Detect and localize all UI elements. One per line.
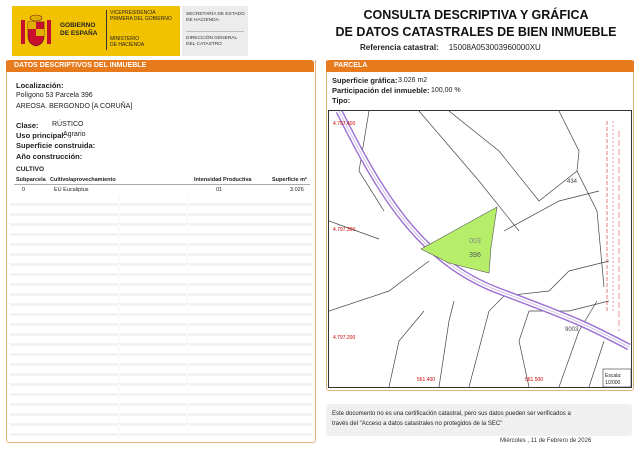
x-coord-right: 561.500 <box>525 377 544 383</box>
participacion-label: Participación del inmueble: <box>332 86 430 95</box>
document-title-line1: CONSULTA DESCRIPTIVA Y GRÁFICA <box>363 8 589 22</box>
notice-text: Este documento no es una certificación catastral, pero sus datos pueden ser verificados a través del "Acceso a datos catastrales no protegidos de la SEC" <box>332 411 571 427</box>
gobierno-espana-text: GOBIERNO DE ESPAÑA <box>60 22 98 37</box>
spain-coat-of-arms-icon <box>18 12 54 50</box>
ref-value: 15008A053003960000XU <box>448 43 541 52</box>
cell-subparcela: 0 <box>22 187 26 193</box>
ministerio-text: MINISTERIO DE HACIENDA <box>110 36 145 48</box>
logo-divider <box>106 10 107 50</box>
label-434: 434 <box>567 179 578 185</box>
uso-principal-label: Uso principal: <box>16 131 67 140</box>
cadastral-map <box>328 110 632 388</box>
cultivo-header-rule <box>14 184 310 185</box>
clase-label: Clase: <box>16 121 39 130</box>
parcel-code-label: 003 <box>469 238 481 245</box>
superficie-grafica-value: 3.026 m2 <box>398 77 428 84</box>
coord-mid: 4.797.300 <box>333 227 356 233</box>
cell-superficie: 3.026 <box>290 187 304 193</box>
direccion-text: DIRECCIÓN GENERAL DEL CATASTRO <box>186 36 238 47</box>
escala-value: 1/2000 <box>605 380 621 386</box>
datos-descriptivos-header: DATOS DESCRIPTIVOS DEL INMUEBLE <box>6 60 314 72</box>
col-intensidad: Intensidad Productiva <box>194 177 252 183</box>
coord-top: 4.797.400 <box>333 121 356 127</box>
map-legend <box>607 121 619 331</box>
secretaria-text: SECRETARÍA DE ESTADO DE HACIENDA <box>186 12 245 23</box>
footer-date: Miércoles , 11 de Febrero de 2026 <box>500 438 592 444</box>
label-9003: 9003 <box>565 327 579 333</box>
localizacion-label: Localización: <box>16 81 64 90</box>
target-parcel <box>421 207 497 273</box>
anio-construccion-label: Año construcción: <box>16 152 83 161</box>
tipo-label: Tipo: <box>332 96 351 105</box>
superficie-grafica-label: Superficie gráfica: <box>332 76 398 85</box>
coord-bot: 4.797.200 <box>333 335 356 341</box>
localizacion-line1: Polígono 53 Parcela 396 <box>16 92 93 99</box>
parcela-header: PARCELA <box>326 60 634 72</box>
document-title-line2: DE DATOS CATASTRALES DE BIEN INMUEBLE <box>335 25 617 39</box>
secretaria-divider <box>186 31 244 32</box>
referencia-catastral <box>360 43 541 52</box>
superficie-construida-label: Superficie construida: <box>16 141 96 150</box>
cell-intensidad: 01 <box>216 187 223 193</box>
vicepresidencia-text: VICEPRESIDENCIA PRIMERA DEL GOBIERNO <box>110 10 172 22</box>
cell-cultivo: EU Eucaliptus <box>54 187 89 193</box>
uso-principal-value: Agrario <box>63 131 86 138</box>
ref-label: Referencia catastral: <box>360 43 439 52</box>
x-coord-left: 561.400 <box>417 377 436 383</box>
participacion-value: 100,00 % <box>431 87 461 94</box>
escala-label: Escala: <box>605 373 622 379</box>
cultivo-title: CULTIVO <box>16 166 45 173</box>
col-cultivo: Cultivo/aprovechamiento <box>50 177 116 183</box>
parcel-number-label: 396 <box>469 252 481 259</box>
col-subparcela: Subparcela <box>16 177 46 183</box>
cultivo-table-columns <box>10 196 312 440</box>
clase-value: RÚSTICO <box>52 121 84 128</box>
localizacion-line2: AREOSA. BERGONDO [A CORUÑA] <box>16 103 133 110</box>
col-superficie: Superficie m² <box>272 177 307 183</box>
